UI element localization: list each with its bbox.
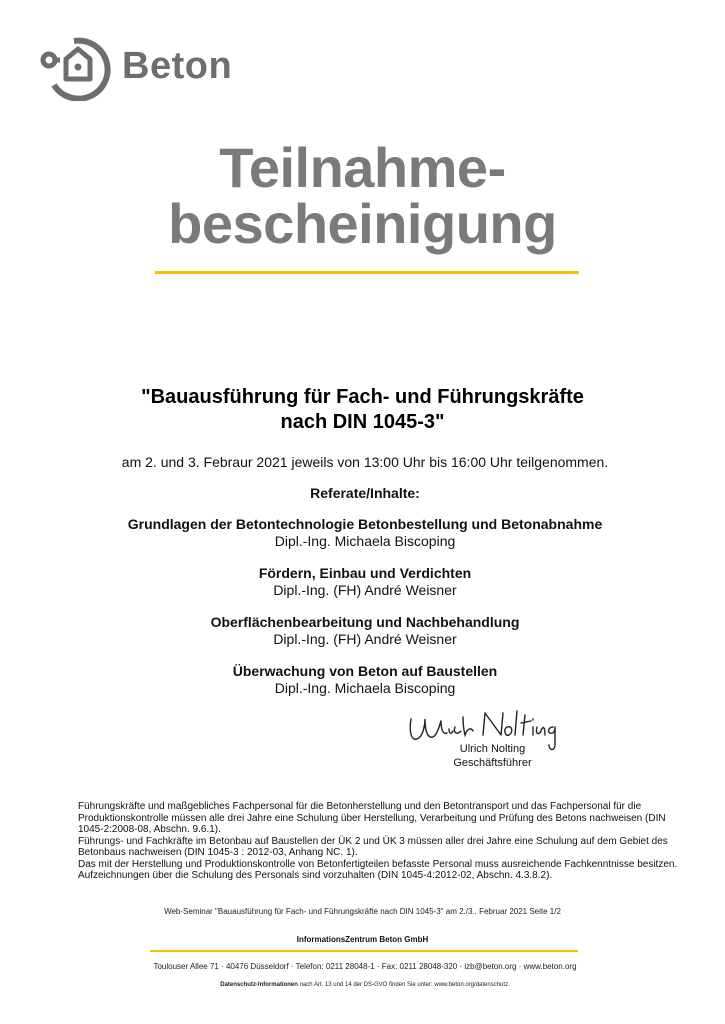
logo-wordmark: Beton (122, 45, 233, 87)
house-key-icon (40, 35, 118, 101)
note-paragraph: Führungskräfte und maßgebliches Fachpersonal für die Betonherstellung und den Betontransport und das Fachpersonal für die Produktionskontrolle müssen alle drei Jahre eine Schulung über Herstellung, Verarbeitung und Prüfung des Betons nachweisen (DIN 1045-2:2008-08, Abschn. 9.6.1). (78, 801, 666, 835)
title-line-2: bescheinigung (168, 192, 557, 255)
topics-heading: Referate/Inhalte: (310, 485, 420, 501)
topic-item (0, 614, 725, 648)
company-address: Toulouser Allee 71 · 40476 Düsseldorf · Telefon: 0211 28048-1 · Fax: 0211 28048-320 · izb@beton.org · www.beton.org (153, 962, 577, 971)
attendance-dateline: am 2. und 3. Febraur 2021 jeweils von 13:00 Uhr bis 16:00 Uhr teilgenommen. (121, 454, 609, 470)
legal-notes (78, 801, 678, 882)
note-paragraph: Das mit der Herstellung und Produktionskontrolle von Betonfertigteilen befasste Personal muss ausreichende Fachkenntnisse besitzen. Aufzeichnungen über die Schulung des Personals sind vorzuhalten (DIN 1045-4:2012-02, Abschn. 4.3.8.2). (78, 858, 678, 881)
signer-block (425, 742, 560, 770)
topic-speaker: Dipl.-Ing. Michaela Biscoping (274, 533, 456, 549)
course-title-line-1: "Bauausführung für Fach- und Führungskräfte (141, 386, 584, 408)
topic-title: Oberflächenbearbeitung und Nachbehandlung (210, 614, 520, 630)
topic-item (0, 663, 725, 697)
topic-item (0, 516, 725, 550)
course-title (0, 385, 725, 435)
signer-role: Geschäftsführer (453, 757, 532, 769)
topics-list (0, 516, 725, 712)
footer-rule (150, 950, 578, 952)
certificate-title (0, 136, 725, 255)
privacy-notice (0, 982, 725, 988)
signer-name: Ulrich Nolting (459, 743, 526, 755)
topic-title: Grundlagen der Betontechnologie Betonbestellung und Betonabnahme (127, 516, 603, 532)
beton-logo (40, 35, 240, 101)
topic-speaker: Dipl.-Ing. (FH) André Weisner (273, 582, 457, 598)
course-title-line-2: nach DIN 1045-3" (280, 411, 445, 433)
title-underline (155, 271, 579, 274)
topic-title: Überwachung von Beton auf Baustellen (232, 663, 498, 679)
title-line-1: Teilnahme- (219, 136, 506, 199)
topic-item (0, 565, 725, 599)
company-name: InformationsZentrum Beton GmbH (296, 935, 429, 944)
privacy-label: Datenschutz-Informationen (220, 982, 298, 988)
topic-speaker: Dipl.-Ing. (FH) André Weisner (273, 631, 457, 647)
note-paragraph: Führungs- und Fachkräfte im Betonbau auf Baustellen der ÜK 2 und ÜK 3 müssen aller drei Jahre eine Schulung auf dem Gebiet des Betonbaus nachweisen (DIN 1045-3 : 2012-03, Anhang NC. 1). (78, 835, 668, 858)
topic-speaker: Dipl.-Ing. Michaela Biscoping (274, 680, 456, 696)
seminar-page-line: Web-Seminar "Bauausführung für Fach- und Führungskräfte nach DIN 1045-3" am 2./3.. Februar 2021 Seite 1/2 (164, 907, 561, 916)
privacy-text: nach Art. 13 und 14 der DS-GVO finden Sie unter: www.beton.org/datenschutz. (299, 982, 510, 988)
topic-title: Fördern, Einbau und Verdichten (258, 565, 472, 581)
